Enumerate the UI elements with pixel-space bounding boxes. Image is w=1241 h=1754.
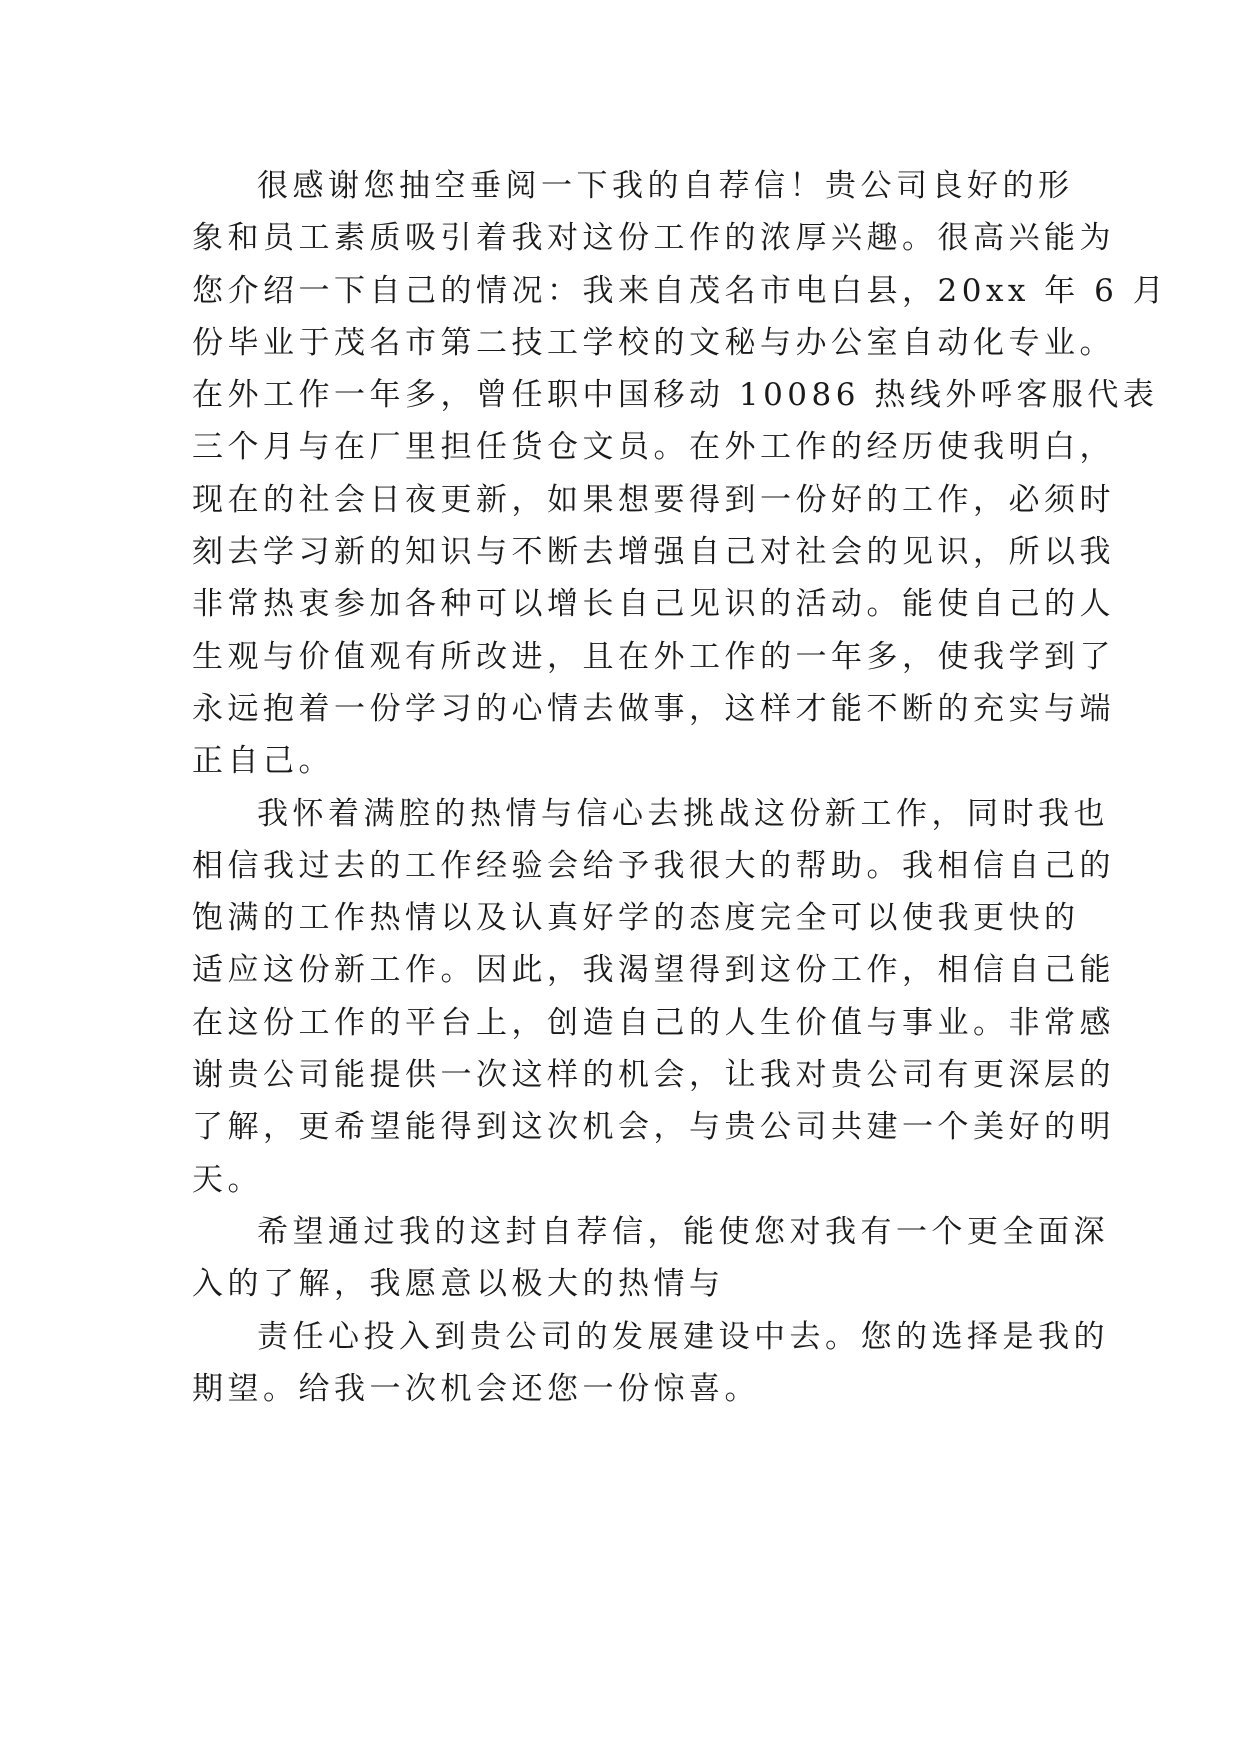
text-line: 希望通过我的这封自荐信，能使您对我有一个更全面深 bbox=[257, 1213, 1109, 1250]
text-line: 期望。给我一次机会还您一份惊喜。 bbox=[192, 1370, 760, 1407]
text-line: 很感谢您抽空垂阅一下我的自荐信！贵公司良好的形 bbox=[257, 168, 1074, 204]
text-line: 刻去学习新的知识与不断去增强自己对社会的见识，所以我 bbox=[192, 534, 1115, 571]
text-line: 责任心投入到贵公司的发展建设中去。您的选择是我的 bbox=[257, 1318, 1109, 1355]
text-line: 正自己。 bbox=[192, 743, 334, 780]
text-line: 饱满的工作热情以及认真好学的态度完全可以使我更快的 bbox=[192, 900, 1080, 937]
text-line: 在外工作一年多，曾任职中国移动 10086 热线外呼客服代表 bbox=[192, 377, 1159, 414]
text-line: 在这份工作的平台上，创造自己的人生价值与事业。非常感 bbox=[192, 1004, 1115, 1041]
text-line: 相信我过去的工作经验会给予我很大的帮助。我相信自己的 bbox=[192, 847, 1115, 884]
text-line: 您介绍一下自己的情况：我来自茂名市电白县，20xx 年 6 月 bbox=[192, 272, 1169, 309]
paragraph-motivation bbox=[192, 788, 1115, 1206]
text-line: 入的了解，我愿意以极大的热情与 bbox=[192, 1266, 725, 1303]
paragraph-closing bbox=[192, 1311, 1109, 1416]
text-line: 永远抱着一份学习的心情去做事，这样才能不断的充实与端 bbox=[192, 690, 1115, 727]
text-line: 三个月与在厂里担任货仓文员。在外工作的经历使我明白， bbox=[192, 429, 1115, 466]
text-line: 份毕业于茂名市第二技工学校的文秘与办公室自动化专业。 bbox=[192, 324, 1115, 361]
text-line: 我怀着满腔的热情与信心去挑战这份新工作，同时我也 bbox=[257, 795, 1109, 832]
text-line: 了解，更希望能得到这次机会，与贵公司共建一个美好的明 bbox=[192, 1109, 1115, 1146]
text-line: 非常热衷参加各种可以增长自己见识的活动。能使自己的人 bbox=[192, 586, 1115, 623]
text-line: 天。 bbox=[192, 1161, 263, 1198]
text-line: 象和员工素质吸引着我对这份工作的浓厚兴趣。很高兴能为 bbox=[192, 220, 1115, 257]
paragraph-intro bbox=[192, 160, 1169, 788]
text-line: 适应这份新工作。因此，我渴望得到这份工作，相信自己能 bbox=[192, 952, 1115, 989]
text-line: 谢贵公司能提供一次这样的机会，让我对贵公司有更深层的 bbox=[192, 1057, 1115, 1094]
text-line: 生观与价值观有所改进，且在外工作的一年多，使我学到了 bbox=[192, 638, 1115, 675]
paragraph-hope bbox=[192, 1206, 1109, 1311]
text-line: 现在的社会日夜更新，如果想要得到一份好的工作，必须时 bbox=[192, 481, 1115, 518]
letter-body bbox=[192, 160, 1169, 1415]
